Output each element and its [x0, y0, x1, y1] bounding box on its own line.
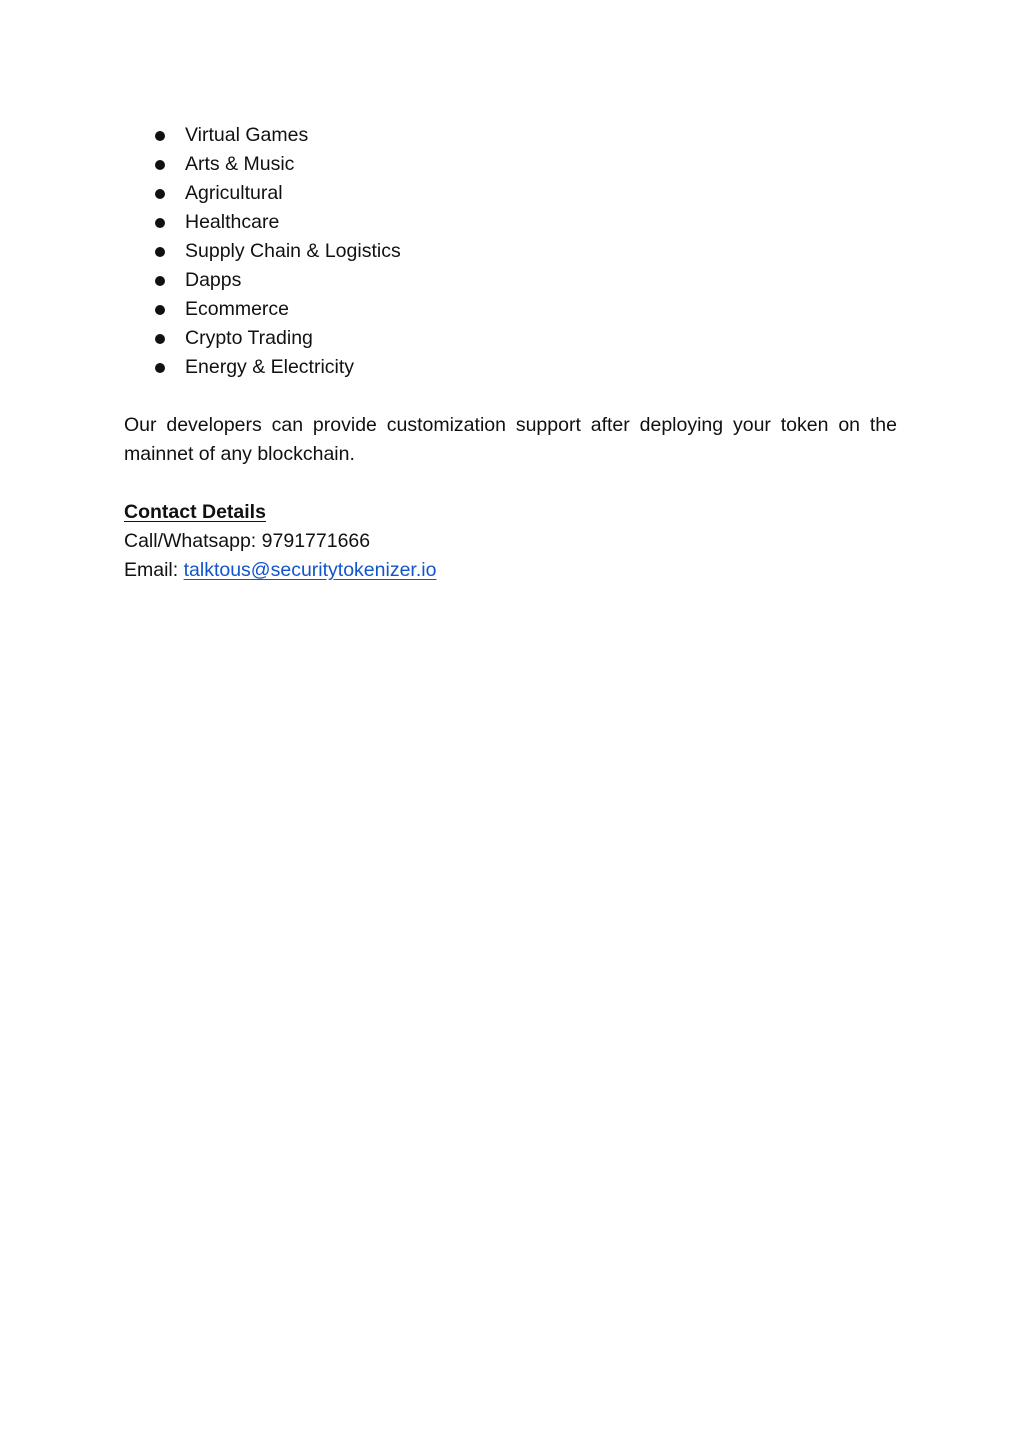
list-item-label: Energy & Electricity — [185, 356, 355, 378]
list-item-label: Arts & Music — [185, 153, 295, 175]
list-item-label: Virtual Games — [185, 124, 309, 146]
bullet-icon — [155, 218, 165, 228]
list-item — [124, 353, 401, 382]
email-line — [124, 556, 436, 585]
list-item-label: Agricultural — [185, 182, 283, 204]
bullet-icon — [155, 363, 165, 373]
list-item — [124, 237, 401, 266]
industry-list — [124, 121, 401, 382]
phone-line — [124, 527, 436, 556]
list-item — [124, 208, 401, 237]
phone-number: 9791771666 — [261, 530, 371, 552]
phone-label: Call/Whatsapp: — [124, 530, 262, 552]
list-item — [124, 179, 401, 208]
bullet-icon — [155, 305, 165, 315]
bullet-icon — [155, 334, 165, 344]
contact-section — [124, 498, 436, 585]
list-item — [124, 150, 401, 179]
list-item-label: Crypto Trading — [185, 327, 313, 349]
list-item-label: Supply Chain & Logistics — [185, 240, 401, 262]
bullet-icon — [155, 276, 165, 286]
list-item-label: Ecommerce — [185, 298, 290, 320]
bullet-icon — [155, 189, 165, 199]
bullet-icon — [155, 247, 165, 257]
list-item-label: Healthcare — [185, 211, 280, 233]
list-item — [124, 295, 401, 324]
list-item — [124, 121, 401, 150]
email-label: Email: — [124, 559, 184, 581]
support-paragraph: Our developers can provide customization support after deploying your token on the mainnet of any blockchain. — [124, 414, 897, 465]
list-item — [124, 266, 401, 295]
bullet-icon — [155, 160, 165, 170]
email-link[interactable]: talktous@securitytokenizer.io — [183, 559, 437, 581]
contact-heading: Contact Details — [124, 501, 266, 523]
bullet-icon — [155, 131, 165, 141]
list-item — [124, 324, 401, 353]
list-item-label: Dapps — [185, 269, 242, 291]
